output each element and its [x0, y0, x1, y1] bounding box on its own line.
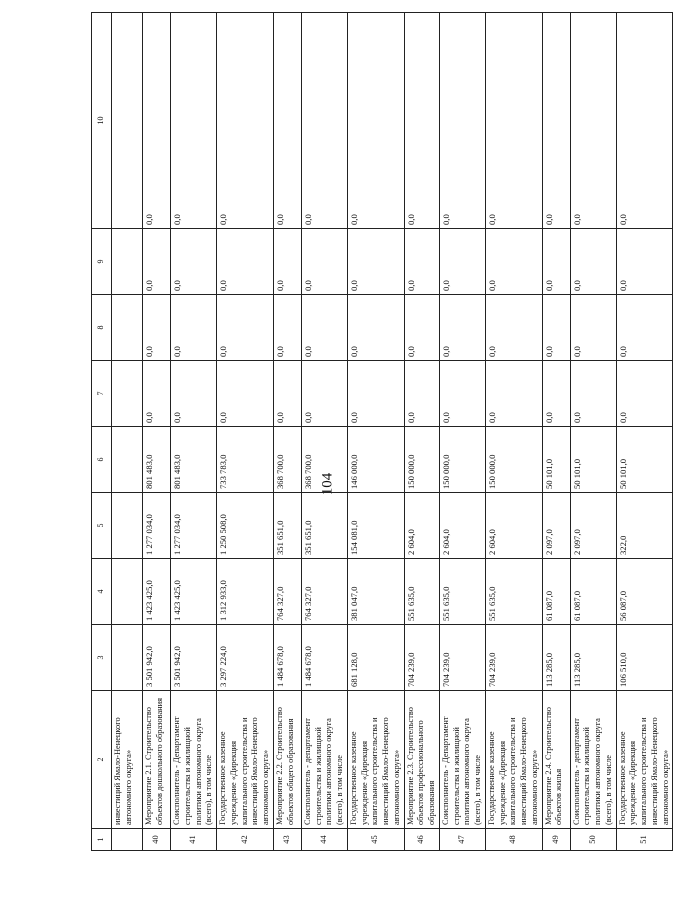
value-cell: 61 087,0: [570, 559, 616, 625]
value-cell: 56 087,0: [616, 559, 673, 625]
table-row: [273, 13, 301, 851]
header-cell: 2: [92, 691, 112, 829]
row-number-cell: 48: [485, 829, 542, 851]
row-number-cell: 51: [616, 829, 673, 851]
row-number-cell: 40: [143, 829, 171, 851]
row-number-cell: 42: [217, 829, 274, 851]
value-cell: 0,0: [570, 229, 616, 295]
value-cell: 0,0: [171, 361, 217, 427]
value-cell: 1 423 425,0: [171, 559, 217, 625]
table-row: [570, 13, 616, 851]
table-row: [301, 13, 347, 851]
row-number-cell: [112, 829, 143, 851]
value-cell: 0,0: [542, 229, 570, 295]
row-description: инвестиций Ямало-Ненецкого автономного округа»: [112, 691, 143, 829]
value-cell: 0,0: [347, 13, 404, 229]
value-cell: 0,0: [347, 229, 404, 295]
table-row: [171, 13, 217, 851]
value-cell: 368 700,0: [301, 427, 347, 493]
header-cell: 8: [92, 295, 112, 361]
value-cell: 50 101,0: [542, 427, 570, 493]
value-cell: 0,0: [404, 13, 439, 229]
continuation-row: [112, 13, 143, 851]
value-cell: 704 239,0: [404, 625, 439, 691]
table-row: [485, 13, 542, 851]
row-description: Мероприятие 2.1. Строительство объектов дошкольного образования: [143, 691, 171, 829]
value-cell: 368 700,0: [273, 427, 301, 493]
row-number-cell: 49: [542, 829, 570, 851]
value-cell: [112, 361, 143, 427]
value-cell: 0,0: [273, 361, 301, 427]
header-cell: 6: [92, 427, 112, 493]
table-row: [143, 13, 171, 851]
table-row: [542, 13, 570, 851]
value-cell: 381 047,0: [347, 559, 404, 625]
value-cell: [112, 13, 143, 229]
row-description: Государственное казенное учреждение «Дирекция капитального строительства и инвестиций Ямало-Ненецкого автономного округа»: [347, 691, 404, 829]
value-cell: 0,0: [485, 13, 542, 229]
value-cell: 113 285,0: [570, 625, 616, 691]
value-cell: 801 483,0: [143, 427, 171, 493]
value-cell: 0,0: [542, 13, 570, 229]
header-cell: 4: [92, 559, 112, 625]
table-row: [217, 13, 274, 851]
value-cell: 0,0: [143, 13, 171, 229]
header-cell: 9: [92, 229, 112, 295]
value-cell: 0,0: [347, 295, 404, 361]
value-cell: 0,0: [273, 13, 301, 229]
value-cell: 113 285,0: [542, 625, 570, 691]
value-cell: 50 101,0: [616, 427, 673, 493]
rotated-table-container: [91, 53, 670, 851]
row-number-cell: 41: [171, 829, 217, 851]
value-cell: 0,0: [217, 13, 274, 229]
value-cell: 681 128,0: [347, 625, 404, 691]
value-cell: [112, 229, 143, 295]
value-cell: [112, 625, 143, 691]
value-cell: 1 277 034,0: [143, 493, 171, 559]
table-row: [347, 13, 404, 851]
value-cell: 0,0: [404, 229, 439, 295]
value-cell: 0,0: [404, 295, 439, 361]
value-cell: 0,0: [404, 361, 439, 427]
value-cell: 1 484 678,0: [273, 625, 301, 691]
row-description: Соисполнитель - департамент строительства и жилищной политики автономного округа (всего), в том числе: [301, 691, 347, 829]
row-description: Соисполнитель - Департамент строительства и жилищной политики автономного округа (всего), в том числе: [439, 691, 485, 829]
value-cell: 2 604,0: [485, 493, 542, 559]
value-cell: 2 604,0: [439, 493, 485, 559]
value-cell: 0,0: [542, 361, 570, 427]
header-cell: 5: [92, 493, 112, 559]
value-cell: 0,0: [301, 13, 347, 229]
header-cell: 10: [92, 13, 112, 229]
value-cell: 0,0: [570, 295, 616, 361]
value-cell: 0,0: [616, 361, 673, 427]
value-cell: 0,0: [273, 295, 301, 361]
value-cell: 154 081,0: [347, 493, 404, 559]
value-cell: 704 239,0: [485, 625, 542, 691]
table-row: [616, 13, 673, 851]
value-cell: 0,0: [439, 361, 485, 427]
value-cell: 764 327,0: [301, 559, 347, 625]
value-cell: 0,0: [143, 229, 171, 295]
row-description: Государственное казенное учреждение «Дирекция капитального строительства и инвестиций Ямало-Ненецкого автономного округа»: [616, 691, 673, 829]
value-cell: 0,0: [439, 13, 485, 229]
value-cell: 322,0: [616, 493, 673, 559]
value-cell: 0,0: [439, 229, 485, 295]
value-cell: 150 000,0: [404, 427, 439, 493]
value-cell: 1 423 425,0: [143, 559, 171, 625]
value-cell: 61 087,0: [542, 559, 570, 625]
value-cell: 0,0: [616, 13, 673, 229]
value-cell: 0,0: [301, 295, 347, 361]
value-cell: 2 097,0: [570, 493, 616, 559]
value-cell: 0,0: [143, 295, 171, 361]
value-cell: 704 239,0: [439, 625, 485, 691]
value-cell: 0,0: [301, 361, 347, 427]
value-cell: [112, 427, 143, 493]
value-cell: 0,0: [143, 361, 171, 427]
value-cell: 0,0: [485, 361, 542, 427]
row-description: Соисполнитель - Департамент строительства и жилищной политики автономного округа (всего), в том числе: [171, 691, 217, 829]
value-cell: 0,0: [347, 361, 404, 427]
value-cell: 0,0: [616, 229, 673, 295]
header-row: [92, 13, 112, 851]
header-cell: 3: [92, 625, 112, 691]
value-cell: 0,0: [217, 361, 274, 427]
program-funding-table: [91, 12, 673, 851]
row-number-cell: 43: [273, 829, 301, 851]
row-number-cell: 50: [570, 829, 616, 851]
value-cell: 351 651,0: [273, 493, 301, 559]
table-row: [439, 13, 485, 851]
value-cell: 801 483,0: [171, 427, 217, 493]
row-number-cell: 45: [347, 829, 404, 851]
value-cell: 0,0: [616, 295, 673, 361]
value-cell: 106 510,0: [616, 625, 673, 691]
header-cell: 1: [92, 829, 112, 851]
value-cell: 551 635,0: [404, 559, 439, 625]
value-cell: 150 000,0: [439, 427, 485, 493]
value-cell: 50 101,0: [570, 427, 616, 493]
value-cell: 733 783,0: [217, 427, 274, 493]
value-cell: 551 635,0: [485, 559, 542, 625]
value-cell: 551 635,0: [439, 559, 485, 625]
value-cell: 1 312 933,0: [217, 559, 274, 625]
row-number-cell: 46: [404, 829, 439, 851]
row-description: Мероприятие 2.2. Строительство объектов общего образования: [273, 691, 301, 829]
row-description: Мероприятие 2.4. Строительство объектов жилья: [542, 691, 570, 829]
row-description: Соисполнитель - департамент строительства и жилищной политики автономного округа (всего), в том числе: [570, 691, 616, 829]
value-cell: 0,0: [217, 229, 274, 295]
value-cell: 0,0: [171, 229, 217, 295]
value-cell: 0,0: [171, 13, 217, 229]
value-cell: 0,0: [485, 295, 542, 361]
value-cell: [112, 295, 143, 361]
value-cell: 0,0: [171, 295, 217, 361]
page-number: 104: [319, 472, 336, 496]
row-description: Мероприятие 2.3. Строительство объектов профессионального образования: [404, 691, 439, 829]
value-cell: 0,0: [217, 295, 274, 361]
value-cell: 0,0: [570, 13, 616, 229]
value-cell: 2 604,0: [404, 493, 439, 559]
value-cell: 1 277 034,0: [171, 493, 217, 559]
value-cell: 3 501 942,0: [143, 625, 171, 691]
value-cell: 3 297 224,0: [217, 625, 274, 691]
table-row: [404, 13, 439, 851]
value-cell: 351 651,0: [301, 493, 347, 559]
value-cell: 150 000,0: [485, 427, 542, 493]
value-cell: 146 000,0: [347, 427, 404, 493]
row-number-cell: 47: [439, 829, 485, 851]
value-cell: 0,0: [273, 229, 301, 295]
value-cell: 3 501 942,0: [171, 625, 217, 691]
value-cell: 0,0: [301, 229, 347, 295]
value-cell: [112, 493, 143, 559]
value-cell: 2 097,0: [542, 493, 570, 559]
row-description: Государственное казенное учреждение «Дирекция капитального строительства и инвестиций Ямало-Ненецкого автономного округа»: [485, 691, 542, 829]
header-cell: 7: [92, 361, 112, 427]
value-cell: 764 327,0: [273, 559, 301, 625]
value-cell: 0,0: [570, 361, 616, 427]
value-cell: 0,0: [485, 229, 542, 295]
value-cell: 1 250 508,0: [217, 493, 274, 559]
value-cell: 0,0: [439, 295, 485, 361]
value-cell: 0,0: [542, 295, 570, 361]
row-number-cell: 44: [301, 829, 347, 851]
row-description: Государственное казенное учреждение «Дирекция капитального строительства и инвестиций Ямало-Ненецкого автономного округа»: [217, 691, 274, 829]
value-cell: [112, 559, 143, 625]
value-cell: 1 484 678,0: [301, 625, 347, 691]
